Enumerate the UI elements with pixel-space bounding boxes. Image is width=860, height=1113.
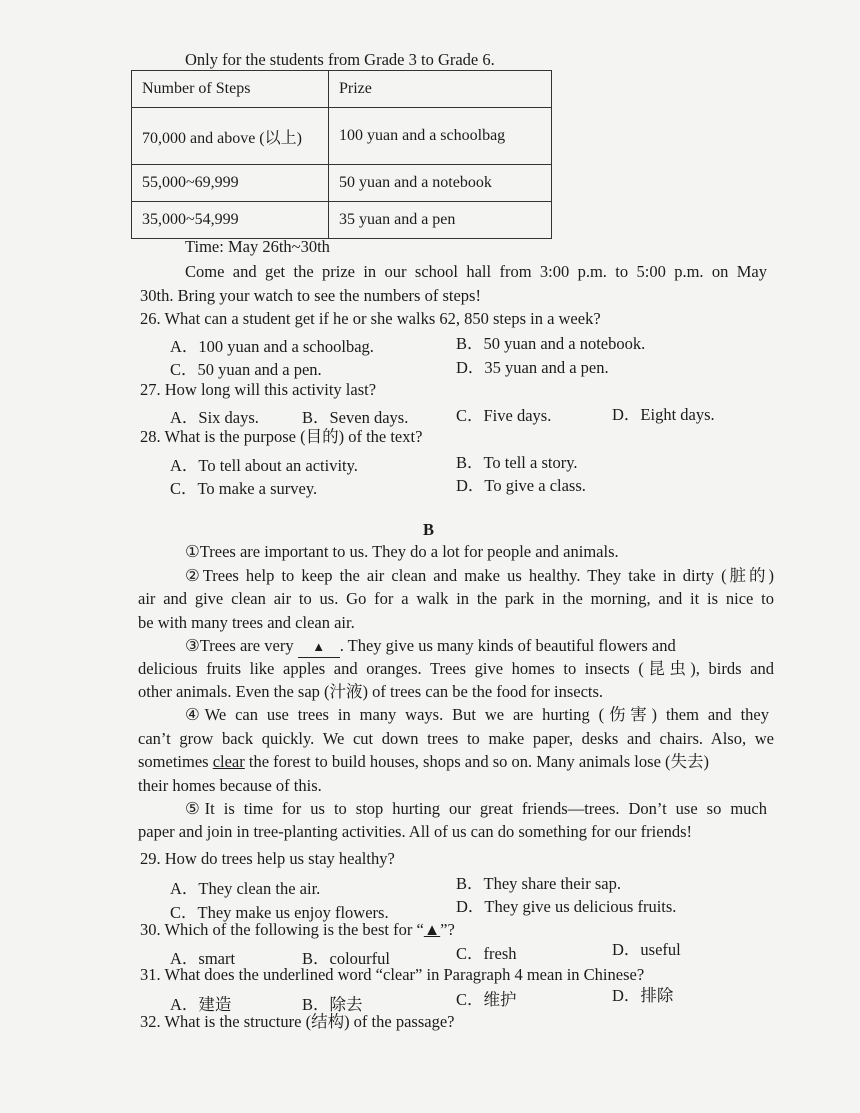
paragraph-3-line-2: delicious fruits like apples and oranges. Trees give homes to insects (昆虫), birds and	[138, 659, 774, 678]
option-31-d: D．排除	[612, 986, 674, 1005]
table-cell: 35,000~54,999	[132, 202, 329, 239]
option-27-a: A．Six days.	[170, 408, 259, 427]
paragraph-4-text-a: sometimes	[138, 752, 213, 771]
option-30-d: D．useful	[612, 940, 681, 959]
option-28-c: C．To make a survey.	[170, 479, 318, 498]
option-27-d: D．Eight days.	[612, 405, 715, 424]
table-cell: 50 yuan and a notebook	[329, 165, 552, 202]
option-27-b: B．Seven days.	[302, 408, 409, 427]
paragraph-4-line-3	[138, 752, 709, 772]
option-26-a: A．100 yuan and a schoolbag.	[170, 337, 374, 356]
paragraph-3-line-1	[185, 636, 676, 658]
answer-blank-ref: ▲	[423, 920, 441, 939]
question-29: 29. How do trees help us stay healthy?	[140, 849, 395, 868]
prize-table	[131, 70, 552, 239]
option-31-b: B．除去	[302, 995, 363, 1014]
question-30-text-a: 30. Which of the following is the best for “	[140, 920, 424, 939]
option-26-b: B．50 yuan and a notebook.	[456, 334, 646, 353]
table-cell: 100 yuan and a schoolbag	[329, 108, 552, 165]
paragraph-2-line-2: air and give clean air to us. Go for a walk in the park in the morning, and it is nice to	[138, 589, 774, 608]
option-29-d: D．They give us delicious fruits.	[456, 897, 677, 916]
question-30	[140, 920, 455, 940]
option-26-d: D．35 yuan and a pen.	[456, 358, 609, 377]
table-header-row	[132, 71, 552, 108]
info-line-2: 30th. Bring your watch to see the numbers of steps!	[140, 286, 481, 305]
table-row	[132, 202, 552, 239]
option-31-c: C．维护	[456, 990, 517, 1009]
option-28-d: D．To give a class.	[456, 476, 586, 495]
table-cell: 70,000 and above (以上)	[132, 108, 329, 165]
question-30-text-b: ”?	[440, 920, 455, 939]
underlined-word: clear	[212, 752, 245, 771]
option-31-a: A．建造	[170, 995, 232, 1014]
option-29-a: A．They clean the air.	[170, 879, 321, 898]
table-header-steps: Number of Steps	[132, 71, 329, 108]
paragraph-5-line-1: ⑤It is time for us to stop hurting our great friends—trees. Don’t use so much	[185, 799, 767, 818]
paragraph-2-line-3: be with many trees and clean air.	[138, 613, 355, 632]
info-line-1: Come and get the prize in our school hall from 3:00 p.m. to 5:00 p.m. on May	[185, 262, 767, 281]
section-b-heading: B	[423, 520, 435, 539]
paragraph-3-text-a: ③Trees are very	[185, 636, 294, 655]
option-29-c: C．They make us enjoy flowers.	[170, 903, 389, 922]
answer-blank: ▲	[298, 637, 340, 658]
option-28-a: A．To tell about an activity.	[170, 456, 358, 475]
eligibility-note: Only for the students from Grade 3 to Grade 6.	[185, 50, 495, 69]
option-30-a: A．smart	[170, 949, 236, 968]
option-27-c: C．Five days.	[456, 406, 552, 425]
paragraph-4-line-2: can’t grow back quickly. We cut down trees to make paper, desks and chairs. Also, we	[138, 729, 774, 748]
table-row	[132, 108, 552, 165]
paragraph-4-line-1: ④We can use trees in many ways. But we are hurting (伤害) them and they	[185, 705, 769, 724]
paragraph-5-line-2: paper and join in tree-planting activities. All of us can do something for our friends!	[138, 822, 692, 841]
question-26: 26. What can a student get if he or she walks 62, 850 steps in a week?	[140, 309, 601, 328]
table-cell: 55,000~69,999	[132, 165, 329, 202]
table-row	[132, 165, 552, 202]
time-note: Time: May 26th~30th	[185, 237, 330, 256]
table-cell: 35 yuan and a pen	[329, 202, 552, 239]
option-30-b: B．colourful	[302, 949, 390, 968]
question-28: 28. What is the purpose (目的) of the text?	[140, 427, 423, 446]
table-header-prize: Prize	[329, 71, 552, 108]
option-26-c: C．50 yuan and a pen.	[170, 360, 322, 379]
option-28-b: B．To tell a story.	[456, 453, 578, 472]
option-30-c: C．fresh	[456, 944, 517, 963]
question-32: 32. What is the structure (结构) of the passage?	[140, 1012, 455, 1031]
option-29-b: B．They share their sap.	[456, 874, 621, 893]
paragraph-4-text-b: the forest to build houses, shops and so on. Many animals lose (失去)	[244, 752, 710, 771]
question-31: 31. What does the underlined word “clear” in Paragraph 4 mean in Chinese?	[140, 965, 645, 984]
paragraph-3-text-b: . They give us many kinds of beautiful flowers and	[339, 636, 676, 655]
paragraph-3-line-3: other animals. Even the sap (汁液) of trees can be the food for insects.	[138, 682, 604, 701]
paragraph-4-line-4: their homes because of this.	[138, 776, 322, 795]
paragraph-1: ①Trees are important to us. They do a lot for people and animals.	[185, 542, 619, 561]
paragraph-2-line-1: ②Trees help to keep the air clean and make us healthy. They take in dirty (脏的)	[185, 566, 774, 585]
question-27: 27. How long will this activity last?	[140, 380, 377, 399]
